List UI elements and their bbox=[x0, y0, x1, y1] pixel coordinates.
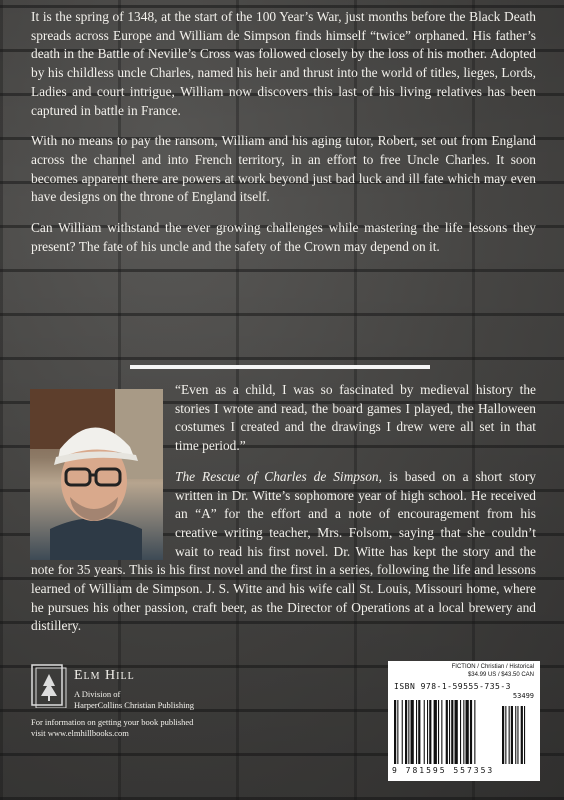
section-divider bbox=[130, 365, 430, 369]
photo-spacer bbox=[31, 381, 175, 557]
author-bio-text: , is based on a short story written in Dr. Witte’s sophomore year of high school. He received an “A” for the effort and a note of encouragement from his creative writing teacher, Mrs. Folsom, saying that she couldn’t wait to read his first novel. Dr. Witte has kept the story and the note for 35 years. This is his first novel and the first in a series, following the life and lessons learned of William de Simpson. J. S. Witte and his wife call St. Louis, Missouri home, where he pursues his other passion, craft beer, as the Director of Operations at a local brewery and distillery. bbox=[31, 468, 536, 634]
isbn-barcode bbox=[388, 661, 540, 781]
publisher-name: Elm Hill bbox=[74, 668, 135, 683]
publisher-division-line-1: A Division of bbox=[74, 689, 121, 699]
publisher-info-line-1: For information on getting your book published bbox=[31, 717, 194, 727]
blurb-paragraph-2: With no means to pay the ransom, William and his aging tutor, Robert, set out from England across the channel and into French territory, in an effort to free Uncle Charles. It soon becomes apparent there are powers at work beyond just bad luck and ill fate which may even have designs on the throne of England itself. bbox=[31, 133, 536, 205]
barcode-addon: 53499 bbox=[512, 692, 534, 700]
publisher-division-line-2: HarperCollins Christian Publishing bbox=[74, 699, 194, 710]
blurb-paragraph-1: It is the spring of 1348, at the start of the 100 Year’s War, just months before the Black Death spreads across Europe and William de Simpson finds himself “twice” orphaned. His father’s death in the Battle of Neville’s Cross was followed closely by the loss of his mother. Adopted by his childless uncle Charles, named his heir and thrust into the world of titles, lieges, Lords, Ladies and court intrigue, William now discovers this last of his living relatives has been captured in battle in France. bbox=[31, 9, 536, 118]
barcode-category: FICTION / Christian / Historical bbox=[451, 664, 534, 670]
author-quote: “Even as a child, I was so fascinated by medieval history the stories I wrote and read, the board games I played, the Halloween costumes I created and the drawings I drew were all set in that time period.” bbox=[175, 382, 536, 454]
book-title: The Rescue of Charles de Simpson bbox=[175, 468, 379, 484]
barcode-digits: 9 781595 557353 bbox=[392, 766, 495, 775]
barcode-price: $34.99 US / $43.50 CAN bbox=[467, 672, 534, 678]
publisher-info bbox=[31, 717, 193, 738]
author-bio bbox=[31, 381, 536, 648]
back-cover-blurb bbox=[31, 8, 536, 268]
publisher-division bbox=[74, 689, 194, 710]
blurb-paragraph-3: Can William withstand the ever growing challenges while mastering the life lessons they present? The fate of his uncle and the safety of the Crown may depend on it. bbox=[31, 220, 536, 254]
publisher-info-url: visit www.elmhillbooks.com bbox=[31, 727, 129, 738]
barcode-bars bbox=[392, 700, 536, 764]
publisher-logo bbox=[31, 664, 69, 708]
barcode-isbn: ISBN 978-1-59555-735-3 bbox=[394, 682, 511, 691]
